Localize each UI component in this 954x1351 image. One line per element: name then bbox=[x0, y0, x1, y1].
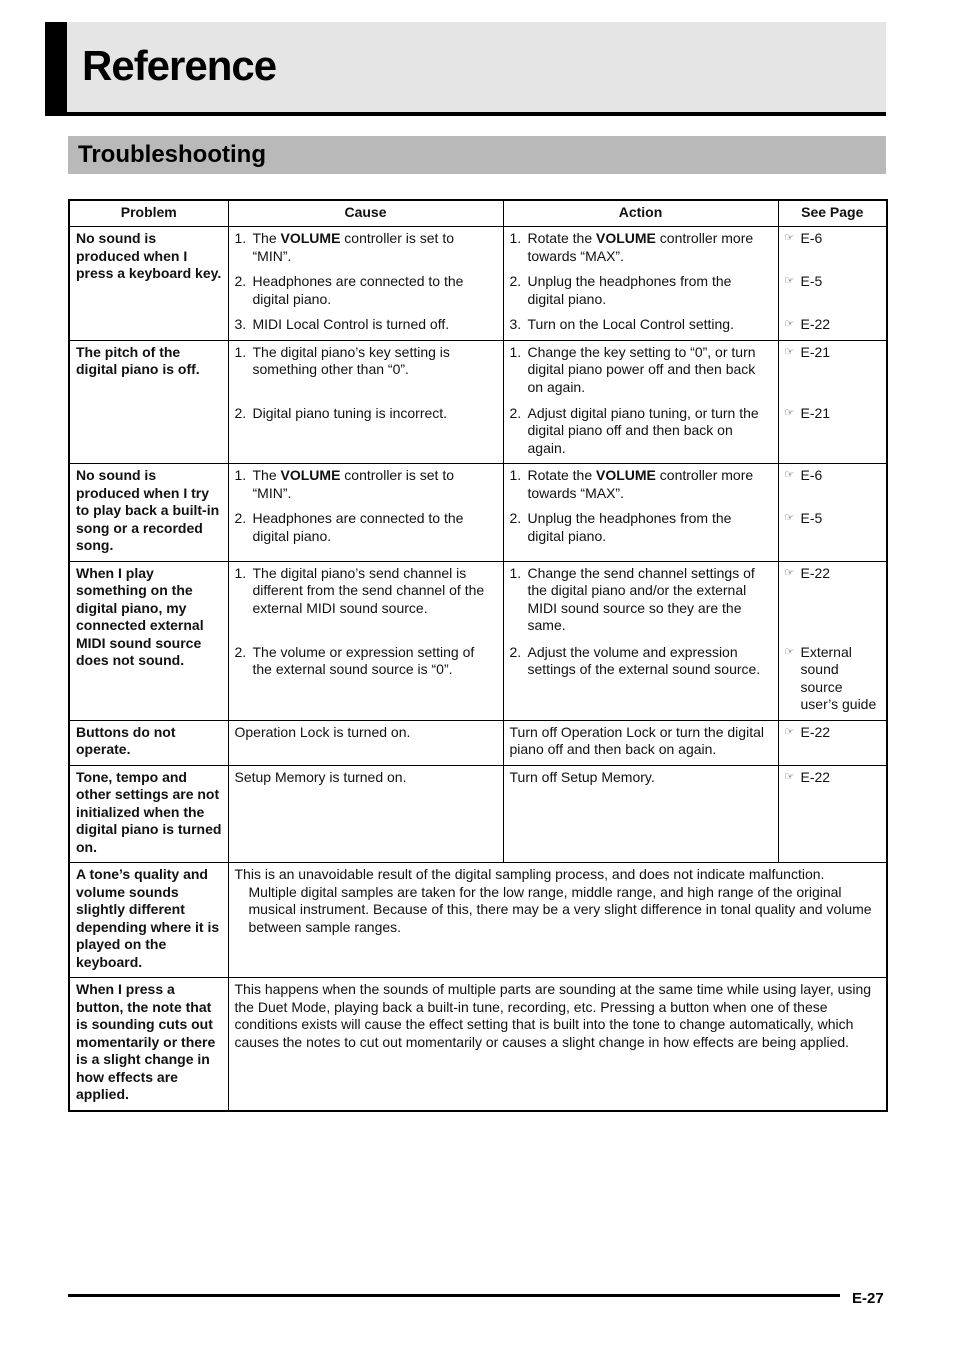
header-band bbox=[45, 22, 886, 116]
cause-item bbox=[235, 273, 497, 316]
cause-item bbox=[235, 230, 497, 273]
cause-num: 1. bbox=[234, 564, 247, 581]
hand-pointing-icon: ☞ bbox=[784, 232, 795, 244]
cause-item bbox=[235, 565, 497, 644]
action-item bbox=[510, 316, 772, 334]
action-text: Adjust digital piano tuning, or turn the digital piano off and then back on again. bbox=[527, 404, 759, 456]
cause-cell: Operation Lock is turned on. bbox=[228, 720, 503, 765]
page-ref bbox=[785, 316, 881, 334]
header-see-page: See Page bbox=[778, 200, 887, 227]
action-bold: VOLUME bbox=[596, 230, 656, 246]
see-page-cell bbox=[778, 561, 887, 720]
cause-text: The digital piano’s send channel is different from the send channel of the external MIDI sound source. bbox=[252, 564, 485, 616]
hand-pointing-icon: ☞ bbox=[784, 275, 795, 287]
see-page-cell bbox=[778, 227, 887, 341]
header-action: Action bbox=[503, 200, 778, 227]
explanation-first: This is an unavoidable result of the digital sampling process, and does not indicate malfunction. bbox=[234, 866, 825, 882]
page-number: E-27 bbox=[852, 1290, 884, 1307]
action-cell bbox=[503, 340, 778, 464]
cause-text bbox=[253, 230, 497, 273]
cause-text bbox=[253, 467, 497, 510]
cause-num: 1. bbox=[234, 343, 247, 360]
action-text: Unplug the headphones from the digital piano. bbox=[527, 510, 732, 544]
section-title: Troubleshooting bbox=[78, 141, 266, 168]
cause-num: 2. bbox=[234, 273, 247, 289]
cause-item bbox=[235, 405, 497, 423]
cause-post: controller is set to “MIN”. bbox=[252, 230, 455, 264]
cause-cell bbox=[228, 340, 503, 464]
header-cause: Cause bbox=[228, 200, 503, 227]
action-post: controller more towards “MAX”. bbox=[527, 467, 754, 501]
cause-text: MIDI Local Control is turned off. bbox=[252, 316, 450, 332]
see-page-cell bbox=[778, 340, 887, 464]
problem-cell: A tone’s quality and volume sounds slightly different depending where it is played on the keyboard. bbox=[69, 863, 228, 978]
cause-item bbox=[235, 316, 497, 334]
page-ref bbox=[785, 230, 881, 273]
action-num: 1. bbox=[509, 343, 522, 360]
table-row bbox=[69, 561, 887, 720]
see-page-cell bbox=[778, 765, 887, 863]
action-cell bbox=[503, 561, 778, 720]
troubleshooting-table bbox=[68, 199, 888, 1112]
problem-cell: No sound is produced when I try to play back a built-in song or a recorded song. bbox=[69, 464, 228, 562]
cause-num: 2. bbox=[234, 643, 247, 660]
cause-text: Digital piano tuning is incorrect. bbox=[252, 404, 448, 421]
page-ref-text: E-21 bbox=[800, 404, 831, 421]
table-header-row bbox=[69, 200, 887, 227]
page-ref bbox=[785, 644, 881, 714]
action-item bbox=[510, 644, 772, 679]
action-cell bbox=[503, 464, 778, 562]
page-ref-text: E-6 bbox=[800, 467, 823, 483]
action-item bbox=[510, 565, 772, 644]
cause-pre: The bbox=[252, 230, 281, 246]
action-num: 2. bbox=[509, 273, 522, 289]
action-text: Unplug the headphones from the digital piano. bbox=[527, 273, 732, 307]
cause-text: The volume or expression setting of the external sound source is “0”. bbox=[252, 643, 475, 677]
action-text: Adjust the volume and expression settings of the external sound source. bbox=[527, 643, 761, 677]
cause-cell bbox=[228, 464, 503, 562]
problem-cell: Buttons do not operate. bbox=[69, 720, 228, 765]
cause-cell: Setup Memory is turned on. bbox=[228, 765, 503, 863]
page-ref-text: E-22 bbox=[800, 316, 831, 332]
action-item bbox=[510, 273, 772, 316]
cause-item bbox=[235, 510, 497, 545]
action-cell: Turn off Setup Memory. bbox=[503, 765, 778, 863]
hand-pointing-icon: ☞ bbox=[784, 725, 795, 738]
cause-num: 2. bbox=[234, 510, 247, 526]
action-num: 2. bbox=[509, 643, 522, 660]
hand-pointing-icon: ☞ bbox=[784, 770, 795, 783]
action-num: 2. bbox=[509, 510, 522, 526]
action-post: controller more towards “MAX”. bbox=[527, 230, 754, 264]
hand-pointing-icon: ☞ bbox=[784, 318, 795, 330]
page-ref-text: E-22 bbox=[800, 768, 831, 785]
cause-text: Headphones are connected to the digital piano. bbox=[252, 510, 464, 544]
page-title: Reference bbox=[82, 42, 277, 89]
action-text: Turn on the Local Control setting. bbox=[527, 316, 734, 332]
action-bold: VOLUME bbox=[596, 467, 656, 483]
cause-num: 3. bbox=[234, 316, 247, 332]
action-item bbox=[510, 510, 772, 545]
cause-num: 2. bbox=[234, 404, 247, 421]
explanation-rest: Multiple digital samples are taken for the low range, middle range, and high range of the original musical instrument. Because of this, there may be a very slight difference in tonal quality and volume between sample ranges. bbox=[248, 883, 872, 935]
page-ref-text: E-5 bbox=[800, 273, 823, 289]
explanation-first: This happens when the sounds of multiple parts are sounding at the same time while using layer, using the Duet Mode, playing back a built-in tune, recording, etc. Pressing a button when one of these conditions exists will cause the effect setting that is built into the tone to change automatically, which causes the notes to cut out momentarily or causes a slight change in how effects are being applied. bbox=[234, 981, 872, 1050]
action-text bbox=[528, 467, 772, 510]
hand-pointing-icon: ☞ bbox=[784, 512, 795, 524]
problem-cell: The pitch of the digital piano is off. bbox=[69, 340, 228, 464]
cause-num: 1. bbox=[234, 467, 247, 483]
cause-bold: VOLUME bbox=[280, 467, 341, 483]
table-row bbox=[69, 765, 887, 863]
problem-cell: Tone, tempo and other settings are not initialized when the digital piano is turned on. bbox=[69, 765, 228, 863]
page-ref bbox=[785, 510, 881, 528]
action-pre: Rotate the bbox=[527, 467, 596, 483]
page-ref bbox=[785, 467, 881, 510]
explanation-cell bbox=[228, 978, 887, 1111]
explanation-cell bbox=[228, 863, 887, 978]
action-item bbox=[510, 467, 772, 510]
action-num: 1. bbox=[509, 467, 522, 483]
page-ref-text: E-5 bbox=[800, 510, 823, 526]
page-ref bbox=[785, 769, 881, 787]
header-accent-bar bbox=[45, 22, 67, 112]
table-row bbox=[69, 464, 887, 562]
header-problem: Problem bbox=[69, 200, 228, 227]
hand-pointing-icon: ☞ bbox=[784, 566, 795, 579]
footer-rule bbox=[68, 1294, 840, 1297]
page-ref bbox=[785, 405, 881, 423]
problem-cell: No sound is produced when I press a keyboard key. bbox=[69, 227, 228, 341]
hand-pointing-icon: ☞ bbox=[784, 345, 795, 358]
cause-bold: VOLUME bbox=[280, 230, 341, 246]
cause-text: The digital piano’s key setting is something other than “0”. bbox=[252, 343, 450, 377]
table-row bbox=[69, 863, 887, 978]
action-num: 2. bbox=[509, 404, 522, 421]
action-text bbox=[528, 230, 772, 273]
action-item bbox=[510, 405, 772, 458]
problem-cell: When I press a button, the note that is sounding cuts out momentarily or there is a slight change in how effects are applied. bbox=[69, 978, 228, 1111]
cause-pre: The bbox=[252, 467, 281, 483]
see-page-cell bbox=[778, 464, 887, 562]
action-text: Change the send channel settings of the digital piano and/or the external MIDI sound source so they are the same. bbox=[527, 564, 755, 633]
page-ref-text: E-6 bbox=[800, 230, 823, 246]
page-ref-text: External sound source user’s guide bbox=[800, 643, 877, 712]
page-ref-text: E-22 bbox=[800, 564, 831, 581]
action-item bbox=[510, 230, 772, 273]
hand-pointing-icon: ☞ bbox=[784, 469, 795, 481]
action-num: 1. bbox=[509, 564, 522, 581]
action-text: Change the key setting to “0”, or turn digital piano power off and then back on again. bbox=[527, 343, 756, 395]
section-band bbox=[68, 136, 886, 174]
cause-item bbox=[235, 467, 497, 510]
cause-cell bbox=[228, 227, 503, 341]
table-row bbox=[69, 720, 887, 765]
action-pre: Rotate the bbox=[527, 230, 596, 246]
action-cell: Turn off Operation Lock or turn the digital piano off and then back on again. bbox=[503, 720, 778, 765]
table-row bbox=[69, 227, 887, 341]
page-ref bbox=[785, 273, 881, 316]
table-row bbox=[69, 978, 887, 1111]
action-num: 1. bbox=[509, 230, 522, 246]
table-row bbox=[69, 340, 887, 464]
page-ref bbox=[785, 344, 881, 405]
cause-cell bbox=[228, 561, 503, 720]
cause-text: Headphones are connected to the digital piano. bbox=[252, 273, 464, 307]
cause-item bbox=[235, 344, 497, 405]
page-ref-text: E-21 bbox=[800, 343, 831, 360]
cause-item bbox=[235, 644, 497, 679]
action-num: 3. bbox=[509, 316, 522, 332]
page-ref bbox=[785, 565, 881, 644]
hand-pointing-icon: ☞ bbox=[784, 406, 795, 419]
action-cell bbox=[503, 227, 778, 341]
action-item bbox=[510, 344, 772, 405]
see-page-cell bbox=[778, 720, 887, 765]
cause-num: 1. bbox=[234, 230, 247, 246]
page-ref bbox=[785, 724, 881, 742]
hand-pointing-icon: ☞ bbox=[784, 645, 795, 658]
cause-post: controller is set to “MIN”. bbox=[252, 467, 455, 501]
page-ref-text: E-22 bbox=[800, 723, 831, 740]
problem-cell: When I play something on the digital piano, my connected external MIDI sound source does not sound. bbox=[69, 561, 228, 720]
